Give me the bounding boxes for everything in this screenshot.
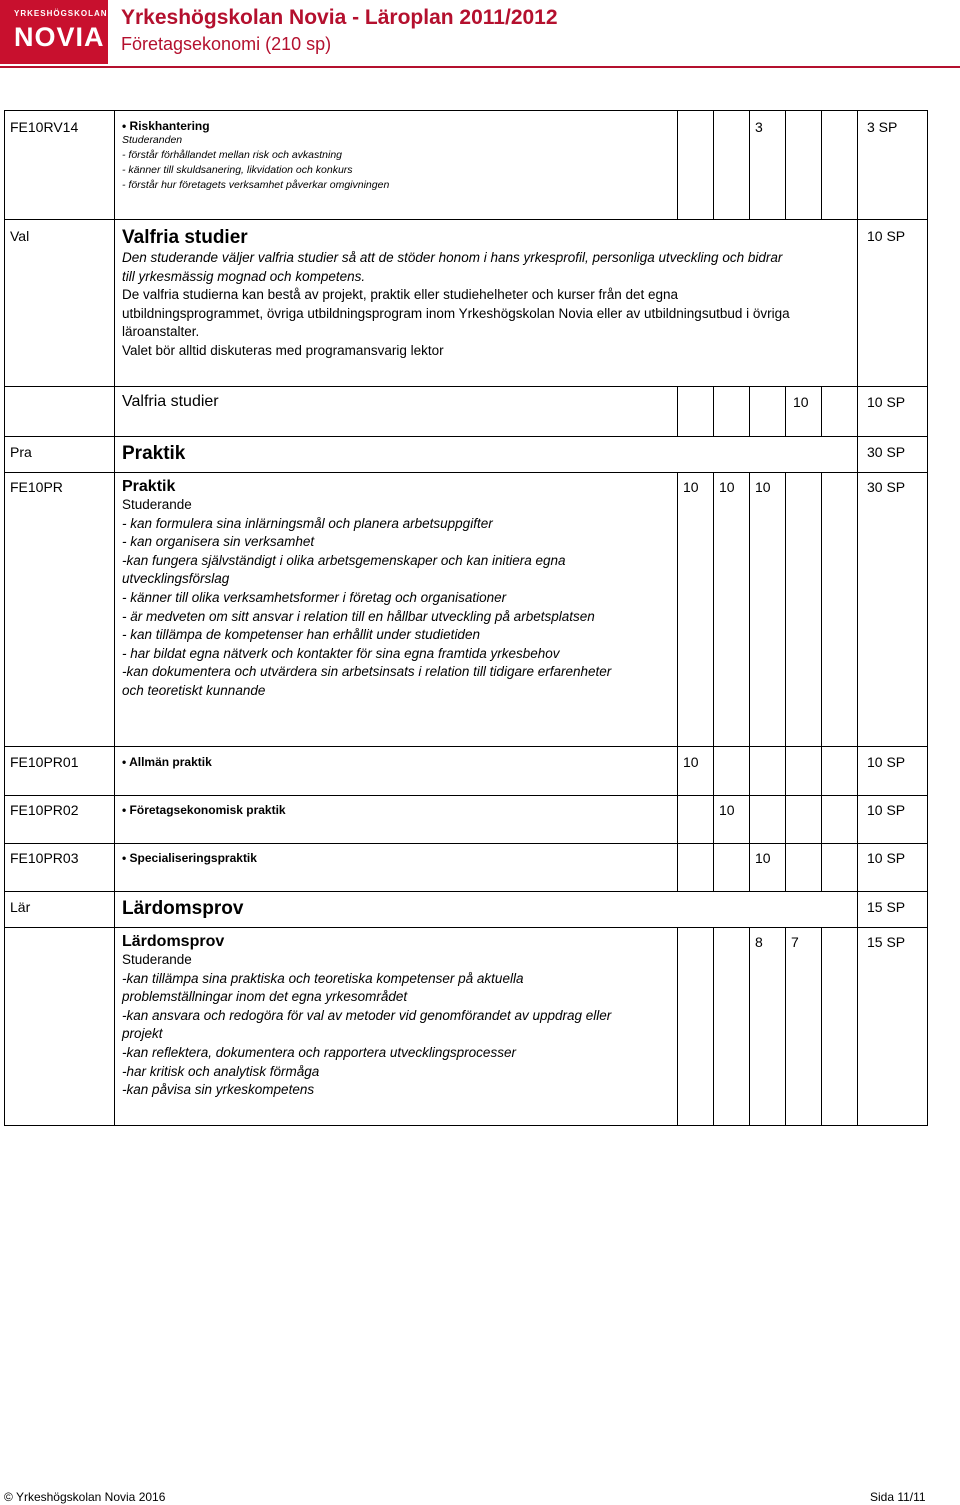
- study-points: 10 SP: [867, 394, 906, 410]
- course-description: [122, 478, 674, 701]
- course-code: FE10PR01: [10, 754, 79, 770]
- description-line: problemställningar inom det egna yrkesområdet: [122, 989, 408, 1005]
- description-line: - kan organisera sin verksamhet: [122, 534, 315, 550]
- description-line: -kan reflektera, dokumentera och rapportera utvecklingsprocesser: [122, 1044, 516, 1060]
- description-line: Den studerande väljer valfria studier så att de stöder honom i hans yrkesprofil, personliga utveckling och bidrar: [122, 250, 783, 265]
- footer-copyright: © Yrkeshögskolan Novia 2016: [4, 1490, 166, 1504]
- description-line: - känner till skuldsanering, likvidation och konkurs: [122, 164, 353, 176]
- summary-label: Valfria studier: [122, 393, 219, 410]
- study-points: 10 SP: [867, 754, 906, 770]
- course-name: Praktik: [122, 478, 176, 495]
- description-line: - kan tillämpa de kompetenser han erhållit under studietiden: [122, 627, 480, 643]
- course-code: FE10RV14: [10, 119, 79, 135]
- study-points: 10 SP: [867, 228, 906, 244]
- description-line: -kan fungera självständigt i olika arbetsgemenskaper och kan initiera egna: [122, 552, 566, 568]
- credit-value: 10: [683, 479, 699, 495]
- novia-logo: [0, 0, 108, 64]
- course-description: [122, 119, 672, 193]
- footer-page-number: Sida 11/11: [870, 1490, 926, 1504]
- description-line: utvecklingsförslag: [122, 571, 230, 587]
- description-line: - är medveten om sitt ansvar i relation till en hållbar utveckling på arbetsplatsen: [122, 608, 595, 624]
- course-code: FE10PR03: [10, 850, 79, 866]
- course-name: • Företagsekonomisk praktik: [122, 803, 286, 817]
- description-line: De valfria studierna kan bestå av projekt, praktik eller studiehelheter och kurser från det egna: [122, 287, 679, 303]
- module-title: Valfria studier: [122, 227, 248, 248]
- credit-value: 7: [791, 934, 799, 950]
- module-title: Praktik: [122, 443, 186, 464]
- description-line: - känner till olika verksamhetsformer i företag och organisationer: [122, 589, 507, 605]
- credit-value: 10: [719, 802, 735, 818]
- page-subtitle: Företagsekonomi (210 sp): [121, 34, 332, 54]
- course-name: • Specialiseringspraktik: [122, 851, 257, 865]
- curriculum-table: [4, 110, 928, 1126]
- description-line: projekt: [122, 1026, 163, 1042]
- header-divider: [0, 66, 960, 68]
- course-name: Lärdomsprov: [122, 933, 225, 950]
- module-description: [122, 227, 862, 361]
- module-code: Val: [10, 228, 30, 244]
- description-line: Studeranden: [122, 134, 183, 146]
- logo-main-text: NOVIA: [14, 22, 105, 52]
- study-points: 30 SP: [867, 479, 906, 495]
- description-line: till yrkesmässig mognad och kompetens.: [122, 268, 366, 284]
- description-line: -kan tillämpa sina praktiska och teoretiska kompetenser på aktuella: [122, 970, 524, 986]
- credit-value: 10: [719, 479, 735, 495]
- description-line: -kan påvisa sin yrkeskompetens: [122, 1082, 315, 1098]
- description-line: - kan formulera sina inlärningsmål och planera arbetsuppgifter: [122, 515, 493, 531]
- module-title: Lärdomsprov: [122, 898, 244, 919]
- study-points: 15 SP: [867, 899, 906, 915]
- description-line: -kan ansvara och redogöra för val av metoder vid genomförandet av uppdrag eller: [122, 1007, 612, 1023]
- course-code: FE10PR: [10, 479, 63, 495]
- module-code: Pra: [10, 444, 32, 460]
- logo-top-text: YRKESHÖGSKOLAN: [14, 9, 108, 18]
- study-points: 15 SP: [867, 934, 906, 950]
- description-line: -har kritisk och analytisk förmåga: [122, 1063, 320, 1079]
- description-line: utbildningsprogrammet, övriga utbildningsprogram inom Yrkeshögskolan Novia eller av utbildningsutbud i övriga: [122, 305, 790, 321]
- description-line: Valet bör alltid diskuteras med programansvarig lektor: [122, 342, 444, 358]
- credit-value: 10: [755, 479, 771, 495]
- description-line: -kan dokumentera och utvärdera sin arbetsinsats i relation till tidigare erfarenheter: [122, 664, 612, 680]
- description-line: - förstår hur företagets verksamhet påverkar omgivningen: [122, 179, 390, 191]
- study-points: 10 SP: [867, 850, 906, 866]
- study-points: 3 SP: [867, 119, 898, 135]
- credit-value: 10: [755, 850, 771, 866]
- page-title: Yrkeshögskolan Novia - Läroplan 2011/2012: [121, 6, 558, 29]
- module-code: Lär: [10, 899, 31, 915]
- description-line: läroanstalter.: [122, 324, 200, 340]
- description-line: - har bildat egna nätverk och kontakter för sina egna framtida yrkesbehov: [122, 645, 560, 661]
- credit-value: 3: [755, 119, 763, 135]
- course-description: [122, 933, 674, 1100]
- study-points: 30 SP: [867, 444, 906, 460]
- course-name: • Riskhantering: [122, 119, 672, 133]
- credit-value: 10: [793, 394, 809, 410]
- description-line: Studerande: [122, 497, 192, 512]
- description-line: - förstår förhållandet mellan risk och avkastning: [122, 149, 343, 161]
- course-name: • Allmän praktik: [122, 755, 212, 769]
- description-line: och teoretiskt kunnande: [122, 682, 266, 698]
- study-points: 10 SP: [867, 802, 906, 818]
- credit-value: 10: [683, 754, 699, 770]
- description-line: Studerande: [122, 952, 192, 967]
- credit-value: 8: [755, 934, 763, 950]
- course-code: FE10PR02: [10, 802, 79, 818]
